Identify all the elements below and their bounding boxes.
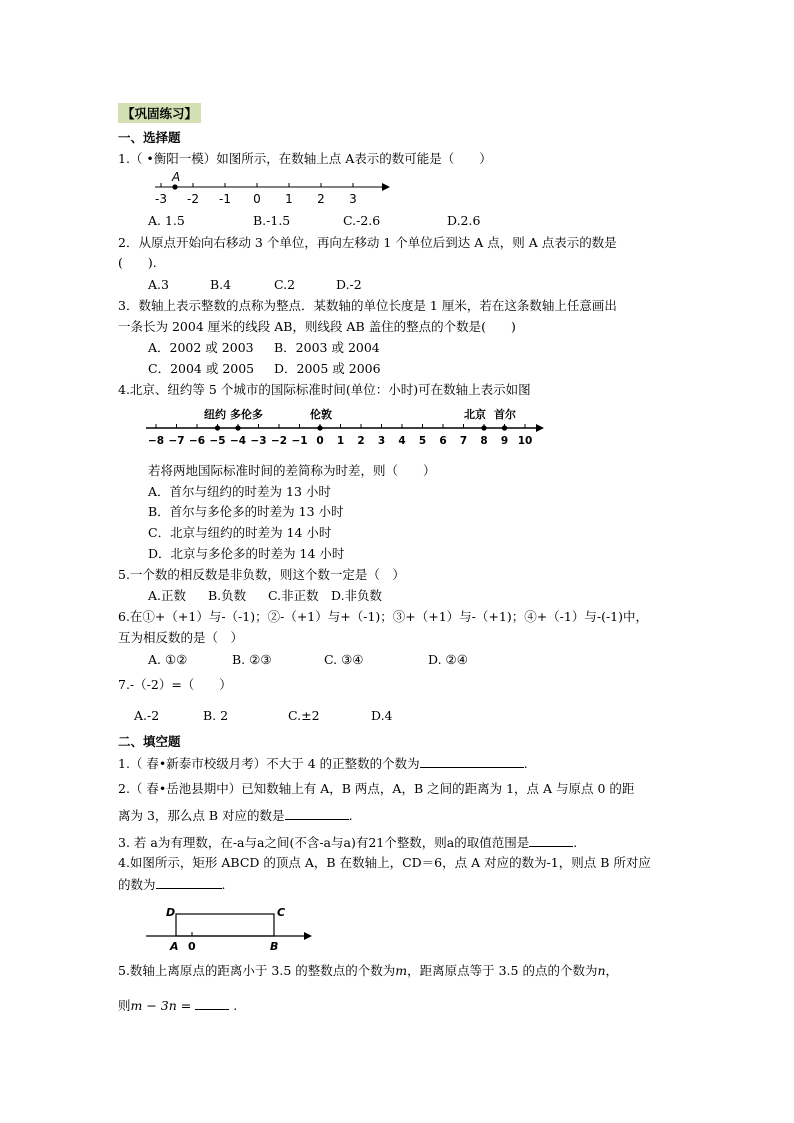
- section-banner: 【巩固练习】: [118, 103, 201, 123]
- q1-point-label: A: [172, 172, 181, 184]
- q4-city-point: [481, 425, 486, 430]
- q1-tick-label: 3: [349, 192, 357, 206]
- q4-city-point: [215, 425, 220, 430]
- q4-prompt: 若将两地国际标准时间的差简称为时差，则（ ）: [148, 463, 436, 478]
- q1-option-d: D.2.6: [447, 213, 481, 228]
- label-b: B: [270, 940, 279, 953]
- label-a: A: [170, 940, 179, 953]
- f4-end: .: [221, 877, 226, 892]
- q1-tick-label: 1: [285, 192, 293, 206]
- q3-option-b: B．2003 或 2004: [274, 340, 380, 355]
- label-zero: 0: [188, 940, 196, 953]
- f2-end: .: [348, 808, 353, 823]
- q1-point-a: [172, 184, 177, 189]
- q4-tick-label: 6: [439, 435, 447, 447]
- q4-option-d: D．北京与多伦多的时差为 14 小时: [148, 546, 345, 561]
- q3-option-c: C．2004 或 2005: [148, 361, 255, 376]
- f3-text: [118, 833, 577, 852]
- f4-answer-blank[interactable]: [156, 875, 222, 889]
- q5-option-c: C.非正数: [268, 588, 319, 603]
- q4-city-point: [502, 425, 507, 430]
- q4-tick-label: 2: [357, 435, 365, 447]
- q2-line2: ( ).: [118, 255, 157, 270]
- q5-stem: 5.一个数的相反数是非负数，则这个数一定是（ ）: [118, 567, 405, 582]
- q6-line2: 互为相反数的是（ ）: [118, 630, 244, 645]
- q4-tick-label: 8: [480, 435, 488, 447]
- q1-stem: 1.（ •衡阳一模）如图所示，在数轴上点 A表示的数可能是（ ）: [118, 151, 492, 166]
- q3-line2: 一条长为 2004 厘米的线段 AB，则线段 AB 盖住的整点的个数是( ): [118, 319, 516, 334]
- q1-tick-label: -2: [187, 192, 199, 206]
- f5-var-m: m: [395, 963, 408, 978]
- q4-tick-label: −7: [168, 435, 185, 447]
- q4-tick-label: −5: [209, 435, 226, 447]
- f5-var-n: n: [597, 963, 606, 978]
- f5-answer-blank[interactable]: [195, 996, 229, 1010]
- q4-number-line: [146, 404, 546, 448]
- q2-option-b: B.4: [210, 277, 232, 292]
- q1-tick-label: 2: [317, 192, 325, 206]
- q6-option-b: B. ②③: [232, 652, 272, 667]
- q1-tick-label: 0: [253, 192, 261, 206]
- f2-line2: [118, 806, 353, 825]
- q4-tick-label: 4: [398, 435, 406, 447]
- q4-tick-label: −1: [291, 435, 308, 447]
- q1-number-line: [150, 172, 390, 206]
- q7-option-d: D.4: [371, 708, 393, 723]
- q4-tick-label: 10: [517, 435, 533, 447]
- q6-line1: 6.在①+（+1）与-（-1)；②-（+1）与+（-1)；③+（+1）与-（+1)；④+（-1）与-(-1)中，: [118, 609, 649, 624]
- q4-tick-label: −4: [229, 435, 247, 447]
- f1-answer-blank[interactable]: [420, 754, 524, 768]
- q1-tick-label: -1: [219, 192, 231, 206]
- q4-tick-label: 1: [336, 435, 345, 447]
- f5-stem-c: ，: [605, 963, 619, 978]
- q4-stem: 4.北京、纽约等 5 个城市的国际标准时间(单位：小时)可在数轴上表示如图: [118, 382, 531, 397]
- q4-tick-label: 0: [316, 435, 324, 447]
- q2-option-d: D.-2: [336, 277, 362, 292]
- q4-tick-label: 9: [500, 435, 509, 447]
- q2-line1: 2．从原点开始向右移动 3 个单位，再向左移动 1 个单位后到达 A 点，则 A 点表示的数是: [118, 235, 617, 250]
- q1-option-c: C.-2.6: [343, 213, 381, 228]
- q3-option-d: D．2005 或 2006: [274, 361, 381, 376]
- section-title-fill: 二、填空题: [118, 734, 181, 749]
- q7-stem: 7.-（-2）=（ ）: [118, 677, 232, 692]
- q4-city-point: [317, 425, 322, 430]
- q4-tick-label: 3: [377, 435, 386, 447]
- f4-line2: [118, 875, 226, 894]
- f2-stem: 离为 3，那么点 B 对应的数是: [118, 808, 285, 823]
- city-beijing-label: 北京: [464, 408, 486, 421]
- q4-option-b: B．首尔与多伦多的时差为 13 小时: [148, 504, 344, 519]
- q5-option-b: B.负数: [208, 588, 247, 603]
- f1-text: [118, 754, 528, 773]
- city-toronto-label: 多伦多: [230, 408, 263, 421]
- q7-option-a: A.-2: [134, 708, 160, 723]
- q4-city-point: [235, 425, 240, 430]
- f4-line1: 4.如图所示，矩形 ABCD 的顶点 A，B 在数轴上，CD＝6，点 A 对应的数为-1，则点 B 所对应: [118, 855, 651, 870]
- q6-option-c: C. ③④: [324, 652, 364, 667]
- f4-stem: 的数为: [118, 877, 156, 892]
- rectangle-abcd: [176, 914, 274, 936]
- q3-line1: 3．数轴上表示整数的点称为整点．某数轴的单位长度是 1 厘米，若在这条数轴上任意画出: [118, 298, 617, 313]
- label-d: D: [166, 906, 176, 919]
- f2-line1: 2.（ 春•岳池县期中）已知数轴上有 A，B 两点，A，B 之间的距离为 1，点 A 与原点 0 的距: [118, 781, 635, 796]
- q4-tick-label: −8: [147, 435, 165, 447]
- section-title-choice: 一、选择题: [118, 130, 181, 145]
- f5-expression: m − 3n =: [130, 998, 192, 1013]
- f4-rectangle-figure: [146, 903, 316, 953]
- q4-option-c: C．北京与纽约的时差为 14 小时: [148, 525, 332, 540]
- q6-option-d: D. ②④: [428, 652, 468, 667]
- f5-end: .: [233, 998, 238, 1013]
- f1-end: .: [523, 756, 528, 771]
- q7-option-b: B. 2: [203, 708, 229, 723]
- city-london-label: 伦敦: [310, 408, 332, 421]
- q4-tick-label: −6: [188, 435, 206, 447]
- q4-tick-label: −3: [250, 435, 267, 447]
- f1-stem: 1.（ 春•新泰市校级月考）不大于 4 的正整数的个数为: [118, 756, 420, 771]
- q2-option-c: C.2: [274, 277, 296, 292]
- q4-tick-label: 5: [418, 435, 427, 447]
- q5-option-a: A.正数: [148, 588, 187, 603]
- f3-answer-blank[interactable]: [529, 833, 573, 847]
- q1-option-a: A. 1.5: [148, 213, 185, 228]
- q5-option-d: D.非负数: [331, 588, 383, 603]
- q1-tick-label: -3: [155, 192, 167, 206]
- f3-end: .: [573, 835, 578, 850]
- f5-stem-b: ，距离原点等于 3.5 的点的个数为: [407, 963, 598, 978]
- f5-line2: [118, 996, 237, 1015]
- city-newyork-label: 纽约: [204, 408, 226, 421]
- q4-tick-label: −2: [270, 435, 288, 447]
- q4-option-a: A．首尔与纽约的时差为 13 小时: [148, 484, 331, 499]
- f5-stem-d: 则: [118, 998, 131, 1013]
- q6-option-a: A. ①②: [148, 652, 188, 667]
- city-seoul-label: 首尔: [494, 408, 516, 421]
- q1-option-b: B.-1.5: [253, 213, 291, 228]
- f5-line1: [118, 962, 618, 980]
- q2-option-a: A.3: [148, 277, 169, 292]
- f5-stem-a: 5.数轴上离原点的距离小于 3.5 的整数点的个数为: [118, 963, 396, 978]
- f2-answer-blank[interactable]: [285, 806, 349, 820]
- label-c: C: [277, 906, 286, 919]
- q7-option-c: C.±2: [288, 708, 320, 723]
- q3-option-a: A．2002 或 2003: [148, 340, 254, 355]
- f3-stem: 3. 若 a为有理数，在-a与a之间(不含-a与a)有21个整数，则a的取值范围是: [118, 835, 530, 850]
- q4-tick-label: 7: [459, 435, 468, 447]
